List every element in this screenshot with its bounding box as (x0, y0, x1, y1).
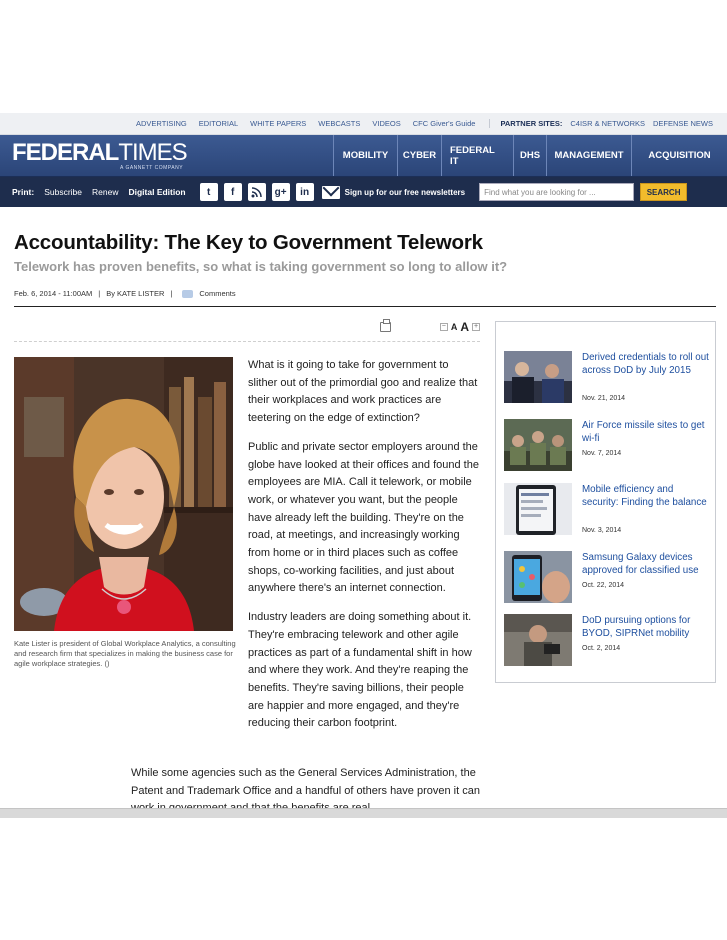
renew-link[interactable]: Renew (92, 187, 119, 197)
facebook-icon[interactable]: f (224, 183, 242, 201)
story-date: Nov. 7, 2014 (582, 450, 622, 457)
story-date: Nov. 21, 2014 (582, 395, 626, 402)
article-body (248, 357, 480, 744)
utility-links (136, 119, 475, 128)
nav-management[interactable]: MANAGEMENT (546, 135, 631, 176)
article-title: Accountability: The Key to Government Telework (14, 231, 483, 254)
photo-caption: Kate Lister is president of Global Workplace Analytics, a consulting and research firm that specializes in making the business case for agile workplace strategies. () (14, 639, 236, 668)
story-thumbnail[interactable] (504, 614, 572, 666)
paragraph: What is it going to take for government to slither out of the primordial goo and realize that their workplaces and work practices are teetering on the edge of extinction? (248, 359, 478, 425)
font-increase-button[interactable]: + (473, 323, 479, 330)
subscription-bar (0, 177, 727, 207)
nav-acquisition[interactable]: ACQUISITION (631, 135, 727, 176)
defense-news-link[interactable]: DEFENSE NEWS (652, 119, 713, 128)
print-label: Print: (12, 187, 35, 197)
digital-edition-link[interactable]: Digital Edition (128, 187, 186, 197)
c4isr-link[interactable]: C4ISR & NETWORKS (570, 119, 645, 128)
paragraph: Public and private sector employers around the globe have looked at their offices and found the employees are MIA. Call it telework, or mobile work, or whatever you want, but the people have already left the building. They're on the road, at meetings, and increasingly working from home or in third places such as coffee shops, co-working facilities, and just about anywhere there's an internet connection. (248, 440, 479, 595)
browser-page (0, 113, 727, 818)
twitter-icon[interactable]: t (200, 183, 218, 201)
cfc-givers-guide-link[interactable]: CFC Giver's Guide (412, 119, 476, 128)
search-button[interactable]: SEARCH (640, 183, 687, 201)
advertising-link[interactable]: ADVERTISING (135, 119, 187, 128)
story-title[interactable]: Samsung Galaxy devices approved for classified use (582, 552, 699, 576)
article-byline[interactable]: By KATE LISTER (106, 289, 165, 298)
newsletter-signup-link[interactable]: Sign up for our free newsletters (344, 187, 466, 197)
header-divider (14, 306, 716, 307)
main-nav (333, 135, 727, 176)
font-size-controls (440, 320, 480, 334)
comment-icon[interactable] (182, 290, 193, 298)
partner-sites (489, 119, 713, 128)
story-title[interactable]: Air Force missile sites to get wi-fi (582, 420, 705, 444)
article-subtitle: Telework has proven benefits, so what is taking government so long to allow it? (14, 259, 508, 274)
webcasts-link[interactable]: WEBCASTS (318, 119, 361, 128)
masthead (0, 135, 727, 177)
paragraph: While some agencies such as the General Services Administration, the Patent and Trademark Office and a handful of others have proven it can (131, 767, 480, 797)
rss-icon[interactable] (248, 183, 266, 201)
nav-mobility[interactable]: MOBILITY (333, 135, 397, 176)
story-thumbnail[interactable] (504, 351, 572, 403)
nav-dhs[interactable]: DHS (513, 135, 546, 176)
story-title[interactable]: Derived credentials to roll out across DoD by July 2015 (582, 352, 709, 376)
meta-separator: | (170, 289, 173, 298)
print-icon[interactable] (380, 322, 391, 332)
font-decrease-button[interactable]: − (441, 323, 446, 330)
nav-cyber[interactable]: CYBER (397, 135, 441, 176)
article-date: Feb. 6, 2014 - 11:00AM (14, 289, 93, 298)
linkedin-icon[interactable]: in (296, 183, 314, 201)
subscribe-link[interactable]: Subscribe (44, 187, 83, 197)
videos-link[interactable]: VIDEOS (372, 119, 401, 128)
utility-bar (0, 113, 727, 135)
paragraph: Industry leaders are doing something about it. They're embracing telework and other agile practices as part of a fundamental shift in how and where they work. And they're reaping the benefits. They're saving billions, their people are happier and more engaged, and they're reducing their carbon footprint. (248, 611, 472, 730)
article-meta (14, 289, 236, 298)
social-icons (200, 183, 314, 201)
logo-tagline: A GANNETT COMPANY (120, 165, 184, 171)
meta-separator: | (98, 289, 101, 298)
font-small-label[interactable]: A (450, 322, 458, 332)
font-large-label[interactable]: A (460, 320, 469, 334)
story-title[interactable]: DoD pursuing options for BYOD, SIPRNet mobility (582, 615, 691, 639)
comments-link[interactable]: Comments (199, 289, 236, 298)
white-papers-link[interactable]: WHITE PAPERS (250, 119, 307, 128)
google-plus-icon[interactable]: g+ (272, 183, 290, 201)
author-photo (14, 357, 233, 631)
page-scroll-edge (0, 808, 727, 818)
story-thumbnail[interactable] (504, 419, 572, 471)
story-thumbnail[interactable] (504, 551, 572, 603)
story-thumbnail[interactable] (504, 483, 572, 535)
editorial-link[interactable]: EDITORIAL (198, 119, 239, 128)
related-stories-sidebar (495, 321, 716, 683)
story-title[interactable]: Mobile efficiency and security: Finding the balance (582, 484, 707, 508)
story-date: Nov. 3, 2014 (582, 527, 622, 534)
federal-times-logo[interactable] (0, 135, 333, 176)
logo-federal: FEDERAL (12, 139, 119, 166)
partner-sites-label: PARTNER SITES: (500, 119, 563, 128)
logo-times: TIMES (118, 139, 187, 166)
story-date: Oct. 2, 2014 (582, 645, 621, 652)
story-date: Oct. 22, 2014 (582, 582, 625, 589)
search-input[interactable]: Find what you are looking for ... (479, 183, 634, 201)
newsletter-envelope-icon[interactable] (322, 186, 340, 199)
nav-federal-it[interactable]: FEDERAL IT (441, 135, 513, 176)
article-tools (14, 318, 480, 342)
